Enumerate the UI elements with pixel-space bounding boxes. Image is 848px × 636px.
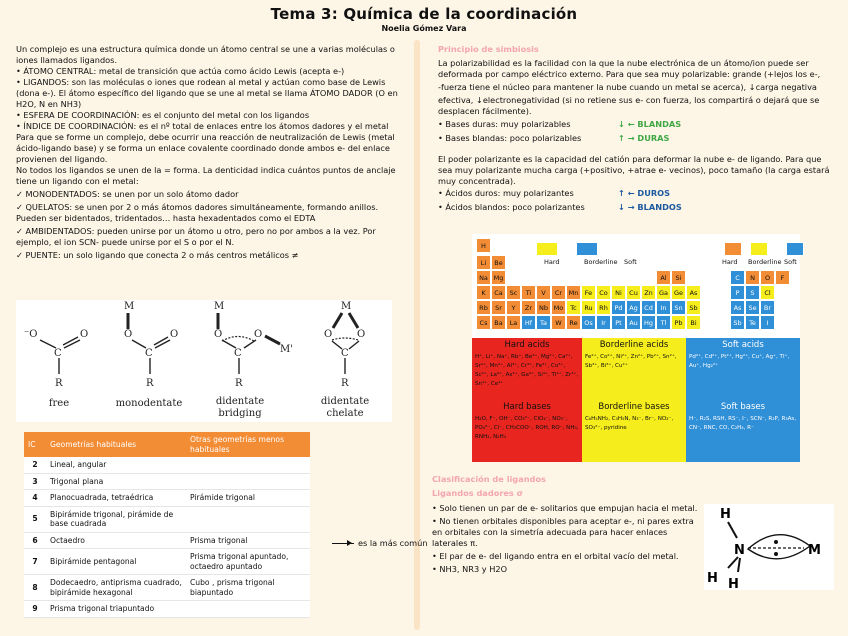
element-zn: Zn (641, 285, 656, 300)
geometry-cell: Lineal, angular (46, 457, 186, 473)
atom-label: O (80, 329, 89, 340)
ic-cell: 9 (24, 601, 46, 618)
ligand-binding-figure (16, 300, 392, 422)
table-row (24, 532, 310, 549)
element-al: Al (656, 270, 671, 285)
element-cd: Cd (641, 300, 656, 315)
clasificacion-section (432, 474, 702, 575)
ic-cell: 3 (24, 473, 46, 490)
arrow-right-icon (332, 543, 354, 544)
clas-bullet-3: • El par de e- del ligando entra en el orbital vacío del metal. (432, 551, 679, 561)
atom-label: ⁻O (24, 329, 38, 340)
element-hf: Hf (521, 315, 536, 330)
atom-label: M' (280, 344, 293, 355)
acidos-duros-row (438, 188, 836, 199)
atom-label: O (124, 329, 133, 340)
other-geometry-cell: Cubo , prisma trigonal biapuntado (186, 575, 310, 601)
hard-acids-list: H⁺, Li⁺, Na⁺, Rb⁺, Be²⁺, Mg²⁺, Ca²⁺, Sr²⁺, Mn²⁺, Al³⁺, Cr³⁺, Fe³⁺, Co³⁺, Sc³⁺, La³⁺, As³⁺, Ga³⁺, Si⁴⁺, Ti⁴⁺, Zr⁴⁺, Sn⁴⁺, Ce⁴⁺ (475, 354, 579, 387)
legend-swatch (536, 242, 558, 256)
element-sr: Sr (491, 300, 506, 315)
atom-label: R (146, 378, 154, 389)
label-bridging: bridging (218, 408, 262, 419)
ic-cell: 5 (24, 506, 46, 532)
soft-acids-block (686, 338, 800, 400)
denticidad-text: No todos los ligandos se unen de la = forma. La denticidad indica cuántos puntos de anclaje tiene un ligando con el metal: (16, 165, 396, 186)
legend-label-right-borderline: Borderline (748, 258, 782, 266)
check-ambidentados: ✓ AMBIDENTADOS: pueden unirse por un átomo u otro, pero no por ambos a la vez. Por ejemplo, el ion SCN- puede unirse por el S o por el N. (16, 226, 376, 247)
element-na: Na (476, 270, 491, 285)
header-ic: IC (24, 432, 46, 457)
neutralizacion-text: Para que se forme un complejo, debe ocurrir una reacción de neutralización de Lewis (metal ácido-ligando base) y se forma un enlace covalente coordinado donde ambos e- del enlace provienen del ligando. (16, 132, 395, 164)
table-row (24, 473, 310, 490)
atom-label: O (357, 329, 366, 340)
geometry-cell: Planocuadrada, tetraédrica (46, 490, 186, 507)
element-fe: Fe (581, 285, 596, 300)
element-sb: Sb (686, 300, 701, 315)
element-bi: Bi (686, 315, 701, 330)
atom-h: H (720, 507, 731, 522)
element-la: La (506, 315, 521, 330)
clas-bullet-4: • NH3, NR3 y H2O (432, 564, 508, 574)
bases-duras-tag: ↓ ← BLANDAS (618, 119, 682, 129)
element-au: Au (626, 315, 641, 330)
geometry-cell: Bipirámide trigonal, pirámide de base cuadrada (46, 506, 186, 532)
atom-label: C (145, 348, 153, 359)
acidos-blandos-tag: ↓ → BLANDOS (618, 202, 682, 212)
hard-bases-list: H₂O, F⁻, OH⁻, CO₃²⁻, ClO₄⁻, NO₃⁻, PO₄³⁻, Cl⁻, CH₃COO⁻, ROH, RO⁻, NH₃, RNH₂, N₂H₄ (475, 416, 579, 440)
element-mn: Mn (566, 285, 581, 300)
element-br: Br (760, 300, 775, 315)
atom-label: R (235, 378, 243, 389)
other-geometry-cell (186, 601, 310, 618)
element-as: As (686, 285, 701, 300)
legend-swatch (576, 242, 598, 256)
table-row (24, 575, 310, 601)
element-sc: Sc (506, 285, 521, 300)
element-os: Os (581, 315, 596, 330)
legend-label-hard: Hard (544, 258, 560, 266)
soft-bases-block (686, 400, 800, 462)
label-didentate: didentate (215, 396, 265, 407)
bases-duras: • Bases duras: muy polarizables (438, 119, 571, 129)
element-pb: Pb (671, 315, 686, 330)
legend-label-right-soft: Soft (784, 258, 797, 266)
element-ga: Ga (656, 285, 671, 300)
atom-label: R (55, 378, 63, 389)
element-n: N (745, 270, 760, 285)
ic-cell: 8 (24, 575, 46, 601)
table-row (24, 506, 310, 532)
intro-text: Un complejo es una estructura química donde un átomo central se une a varias moléculas o iones llamados ligandos. (16, 44, 395, 65)
element-w: W (551, 315, 566, 330)
element-sb: Sb (730, 315, 745, 330)
label-didentate-2: didentate (320, 396, 370, 407)
element-sn: Sn (671, 300, 686, 315)
element-mg: Mg (491, 270, 506, 285)
atom-label: O (254, 329, 263, 340)
legend-label-soft: Soft (624, 258, 637, 266)
atom-label: R (341, 378, 349, 389)
octaedro-note (332, 538, 428, 548)
ic-cell: 6 (24, 532, 46, 549)
element-v: V (536, 285, 551, 300)
atom-n: N (734, 543, 745, 558)
bullet-esfera: • ESFERA DE COORDINACIÓN: es el conjunto del metal con los ligandos (16, 110, 310, 120)
borderline-acids-list: Fe²⁺, Co²⁺, Ni²⁺, Zn²⁺, Pb²⁺, Sn²⁺, Sb³⁺, Bi³⁺, Cu²⁺ (585, 354, 677, 369)
nh3-donor-structure (704, 504, 834, 590)
atom-h: H (728, 577, 739, 590)
table-row (24, 549, 310, 575)
clas-bullet-1: • Solo tienen un par de e- solitarios que empujan hacia el metal. (432, 503, 698, 513)
element-i: I (760, 315, 775, 330)
table-row (24, 457, 310, 473)
hard-acids-title: Hard acids (504, 340, 550, 350)
simbiosis-title: Principio de simbiosis (438, 44, 539, 54)
label-chelate: chelate (326, 408, 364, 419)
element-ti: Ti (521, 285, 536, 300)
acidos-duros-tag: ↑ ← DUROS (618, 188, 671, 198)
other-geometry-cell: Prisma trigonal (186, 532, 310, 549)
element-cu: Cu (626, 285, 641, 300)
table-row (24, 601, 310, 618)
atom-label: C (54, 348, 62, 359)
soft-bases-list: H⁻, R₂S, RSH, RS⁻, I⁻, SCN⁻, R₃P, R₃As, CN⁻, RNC, CO, C₂H₄, R⁻ (689, 416, 797, 431)
element-mo: Mo (551, 300, 566, 315)
element-as: As (730, 300, 745, 315)
ic-cell: 7 (24, 549, 46, 575)
check-monodentados: ✓ MONODENTADOS: se unen por un solo átomo dador (16, 189, 239, 199)
element-ni: Ni (611, 285, 626, 300)
atom-label: M (214, 301, 225, 312)
element-te: Te (745, 315, 760, 330)
geometry-cell: Bipirámide pentagonal (46, 549, 186, 575)
bases-blandas-row (438, 133, 836, 144)
element-pt: Pt (611, 315, 626, 330)
header-other: Otras geometrías menos habituales (186, 432, 310, 457)
geometry-cell: Trigonal plana (46, 473, 186, 490)
atom-m: M (808, 543, 821, 558)
element-k: K (476, 285, 491, 300)
atom-label: M (341, 301, 352, 312)
element-tl: Tl (656, 315, 671, 330)
table-row (24, 490, 310, 507)
clasificacion-title: Clasificación de ligandos (432, 474, 546, 484)
element-ir: Ir (596, 315, 611, 330)
geometry-cell: Dodecaedro, antiprisma cuadrado, bipirámide hexagonal (46, 575, 186, 601)
other-geometry-cell (186, 457, 310, 473)
element-h: H (476, 238, 491, 253)
element-ta: Ta (536, 315, 551, 330)
element-p: P (730, 285, 745, 300)
page-title: Tema 3: Química de la coordinación (270, 5, 578, 23)
other-geometry-cell (186, 506, 310, 532)
bases-blandas: • Bases blandas: poco polarizables (438, 133, 582, 143)
polarizabilidad-text: La polarizabilidad es la facilidad con la que la nube electrónica de un átomo/ion puede ser deformada por campo eléctrico externo. Para que sea muy polarizable: grande (+lejos los e-, (438, 58, 821, 79)
atom-label: O (324, 329, 333, 340)
element-cr: Cr (551, 285, 566, 300)
element-tc: Tc (566, 300, 581, 315)
atom-label: C (341, 348, 349, 359)
bullet-indice: • ÍNDICE DE COORDINACIÓN: es el nº total de enlaces entre los átomos dadores y el metal (16, 121, 389, 131)
element-be: Be (491, 255, 506, 270)
element-co: Co (596, 285, 611, 300)
element-s: S (745, 285, 760, 300)
acidos-blandos: • Ácidos blandos: poco polarizantes (438, 202, 585, 212)
element-li: Li (476, 255, 491, 270)
element-cs: Cs (476, 315, 491, 330)
legend-swatch-right (786, 242, 804, 256)
polarizabilidad-text-3: efectiva, ↓electronegatividad (si no retiene sus e- con fuerza, los compartirá o dejará que se desplacen fácilmente). (438, 95, 820, 116)
label-free: free (48, 398, 70, 409)
element-f: F (775, 270, 790, 285)
element-rb: Rb (476, 300, 491, 315)
soft-acids-title: Soft acids (722, 340, 764, 350)
element-nb: Nb (536, 300, 551, 315)
element-ru: Ru (581, 300, 596, 315)
element-ca: Ca (491, 285, 506, 300)
poder-polarizante-text: El poder polarizante es la capacidad del catión para deformar la nube e- de ligando. Para que sea muy polarizante mucha carga (+positivo, +atrae e- vecinos), poco tamaño (la carga estará muy concentrada). (438, 154, 830, 186)
element-re: Re (566, 315, 581, 330)
atom-label: O (214, 329, 223, 340)
atom-h: H (707, 571, 718, 586)
clas-bullet-2: • No tienen orbitales disponibles para aceptar e-, ni pares extra en orbitales con la simetría adecuada para hacer enlaces laterales π. (432, 516, 694, 548)
bases-blandas-tag: ↑ → DURAS (618, 133, 670, 143)
ic-cell: 2 (24, 457, 46, 473)
check-puente: ✓ PUENTE: un solo ligando que conecta 2 o más centros metálicos ≠ (16, 250, 299, 260)
element-se: Se (745, 300, 760, 315)
acid-base-table (472, 338, 800, 462)
soft-acids-list: Pd²⁺, Cd²⁺, Pt²⁺, Hg²⁺, Cu⁺, Ag⁺, Tl⁺, Au⁺, Hg₂²⁺ (689, 354, 790, 369)
element-ag: Ag (626, 300, 641, 315)
label-monodentate: monodentate (115, 398, 183, 409)
polarizabilidad-text-2: -fuerza tiene el núcleo para mantener la nube cuando un metal se acerca), ↓carga negativa (438, 82, 817, 92)
bases-duras-row (438, 119, 836, 130)
element-cl: Cl (760, 285, 775, 300)
element-in: In (656, 300, 671, 315)
element-hg: Hg (641, 315, 656, 330)
author: Noelia Gómez Vara (381, 24, 467, 33)
legend-label-borderline: Borderline (584, 258, 618, 266)
right-column (438, 44, 836, 213)
check-quelatos: ✓ QUELATOS: se unen por 2 o más átomos dadores simultáneamente, formando anillos. Pueden ser bidentados, tridentados… hasta hexadentados como el EDTA (16, 202, 379, 223)
hard-bases-block (472, 400, 582, 462)
acidos-blandos-row (438, 202, 836, 213)
legend-label-right-hard: Hard (722, 258, 738, 266)
hard-bases-title: Hard bases (503, 402, 551, 412)
element-pd: Pd (611, 300, 626, 315)
geometry-cell: Octaedro (46, 532, 186, 549)
ic-cell: 4 (24, 490, 46, 507)
borderline-bases-title: Borderline bases (598, 402, 670, 412)
atom-label: O (170, 329, 179, 340)
element-y: Y (506, 300, 521, 315)
element-ba: Ba (491, 315, 506, 330)
bullet-ligandos: • LIGANDOS: son las moléculas o iones que rodean al metal y actúan como base de Lewis (dona e-). El átomo específico del ligando que se une al metal se llama ÁTOMO DADOR (O en H2O, N en NH3) (16, 77, 398, 109)
geometry-cell: Prisma trigonal triapuntado (46, 601, 186, 618)
soft-bases-title: Soft bases (720, 402, 766, 412)
borderline-bases-list: C₆H₅NH₂, C₅H₅N, N₃⁻, Br⁻, NO₂⁻, SO₃²⁻, pyridine (585, 416, 674, 431)
other-geometry-cell (186, 473, 310, 490)
element-o: O (760, 270, 775, 285)
geometry-table (24, 432, 310, 618)
header-geom: Geometrías habituales (46, 432, 186, 457)
legend-swatch-right (750, 242, 768, 256)
table-header-row (24, 432, 310, 457)
element-rh: Rh (596, 300, 611, 315)
element-zr: Zr (521, 300, 536, 315)
element-ge: Ge (671, 285, 686, 300)
atom-label: C (234, 348, 242, 359)
bullet-atomo-central: • ÁTOMO CENTRAL: metal de transición que actúa como ácido Lewis (acepta e-) (16, 66, 345, 76)
periodic-table (472, 234, 800, 338)
borderline-acids-block (582, 338, 686, 400)
element-si: Si (671, 270, 686, 285)
acidos-duros: • Ácidos duros: muy polarizantes (438, 188, 574, 198)
borderline-bases-block (582, 400, 686, 462)
borderline-acids-title: Borderline acids (599, 340, 669, 350)
element-c: C (730, 270, 745, 285)
other-geometry-cell: Pirámide trigonal (186, 490, 310, 507)
left-column (16, 44, 408, 261)
hard-acids-block (472, 338, 582, 400)
other-geometry-cell: Prisma trigonal apuntado, octaedro apuntado (186, 549, 310, 575)
atom-label: M (124, 301, 135, 312)
dadores-sigma-subtitle: Ligandos dadores σ (432, 488, 524, 498)
legend-swatch-right (724, 242, 742, 256)
note-text: es la más común (358, 538, 428, 548)
